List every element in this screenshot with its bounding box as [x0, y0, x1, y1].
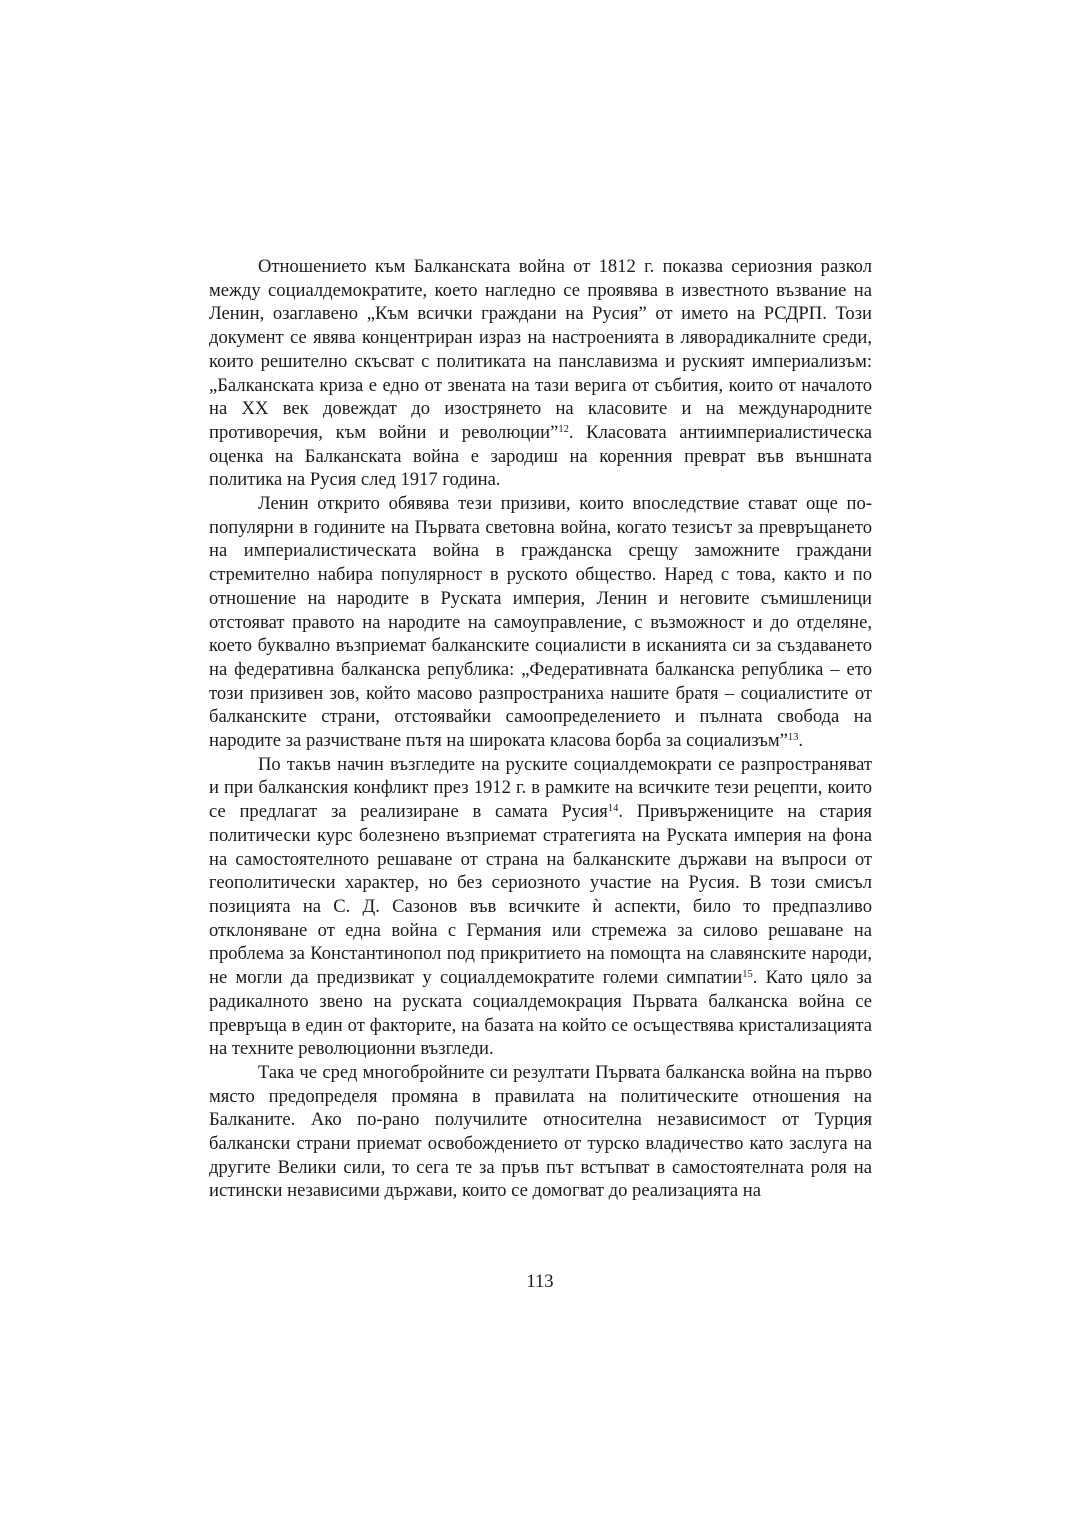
paragraph-text: Отношението към Балканската война от 1812 г. показва сериозния разкол между социалдемократите, което нагледно се проявява в известното възвание на Ленин, озаглавено „Към всички граждани на Русия” от името на РСДРП. Този документ се явява концентриран израз на настроенията в ляворадикалните среди, които решително скъсват с политиката на панславизма и руският империализъм: „Балканската криза е едно от звената на тази верига от събития, които от началото на ХХ век довеждат до изострянето на класовите и на международните противоречия, към войни и революции” — [209, 256, 872, 443]
footnote-ref-13: 13 — [787, 732, 799, 744]
paragraph-2 — [209, 492, 872, 753]
footnote-ref-14: 14 — [607, 803, 619, 815]
paragraph-text: Ленин открито обявява тези призиви, които впоследствие стават още по-популярни в годините на Първата световна война, когато тезисът за превръщането на империалистическата война в гражданска срещу заможните граждани стремително набира популярност в руското общество. Наред с това, както и по отношение на народите в Руската империя, Ленин и неговите съмишленици отстояват правото на народите на самоуправление, с възможност и до отделяне, което буквално възприемат балканските социалисти в исканията си за създаването на федеративна балканска република: „Федеративната балканска република – ето този призивен зов, който масово разпространиха нашите братя – социалистите от балканските страни, отстоявайки самоопределението и пълната свобода на народите за разчистване пътя на широката класова борба за социализъм” — [209, 493, 872, 752]
paragraph-text: . Привържениците на стария политически курс болезнено възприемат стратегията на Руската империя на фона на самостоятелното решаване от страна на балканските държави на въпроси от геополитически характер, но без сериозното участие на Русия. В този смисъл позицията на С. Д. Сазонов във всичките ѝ аспекти, било то предпазливо отклоняване от една война с Германия или стремежа за силово решаване на проблема за Константинопол под прикритието на помощта на славянските народи, не могли да предизвикат у социалдемократите големи симпатии — [209, 801, 872, 989]
paragraph-text: По такъв начин възгледите на руските социалдемократи се разпространяват и при балканския конфликт през 1912 г. в рамките на всичките тези рецепти, които се предлагат за реализиране в самата Русия — [209, 753, 872, 823]
footnote-ref-12: 12 — [558, 423, 569, 435]
page-number: 113 — [526, 1271, 554, 1292]
paragraph-text: . Класовата антиимпериалистическа оценка на Балканската война е зародиш на коренния преврат във външната политика на Русия след 1917 година. — [209, 421, 872, 491]
paragraph-text: Така че сред многобройните си резултати Първата балканска война на първо място предопределя промяна в правилата на политическите отношения на Балканите. Ако по-рано получилите относителна независимост от Турция балкански страни приемат освобождението от турско владичество като заслуга на другите Велики сили, то сега те за пръв път встъпват в самостоятелната роля на истински независими държави, които се домогват до реализацията на — [209, 1061, 872, 1202]
paragraph-4 — [209, 1061, 872, 1203]
body-text — [209, 255, 872, 1203]
paragraph-text: . — [798, 730, 804, 752]
paragraph-3 — [209, 753, 872, 1061]
footnote-ref-15: 15 — [742, 969, 753, 981]
paragraph-text: . Като цяло за радикалното звено на руската социалдемокрация Първата балканска война се превръща в един от факторите, на базата на който се осъществява кристализацията на техните революционни възгледи. — [209, 967, 872, 1060]
paragraph-1 — [209, 255, 872, 492]
